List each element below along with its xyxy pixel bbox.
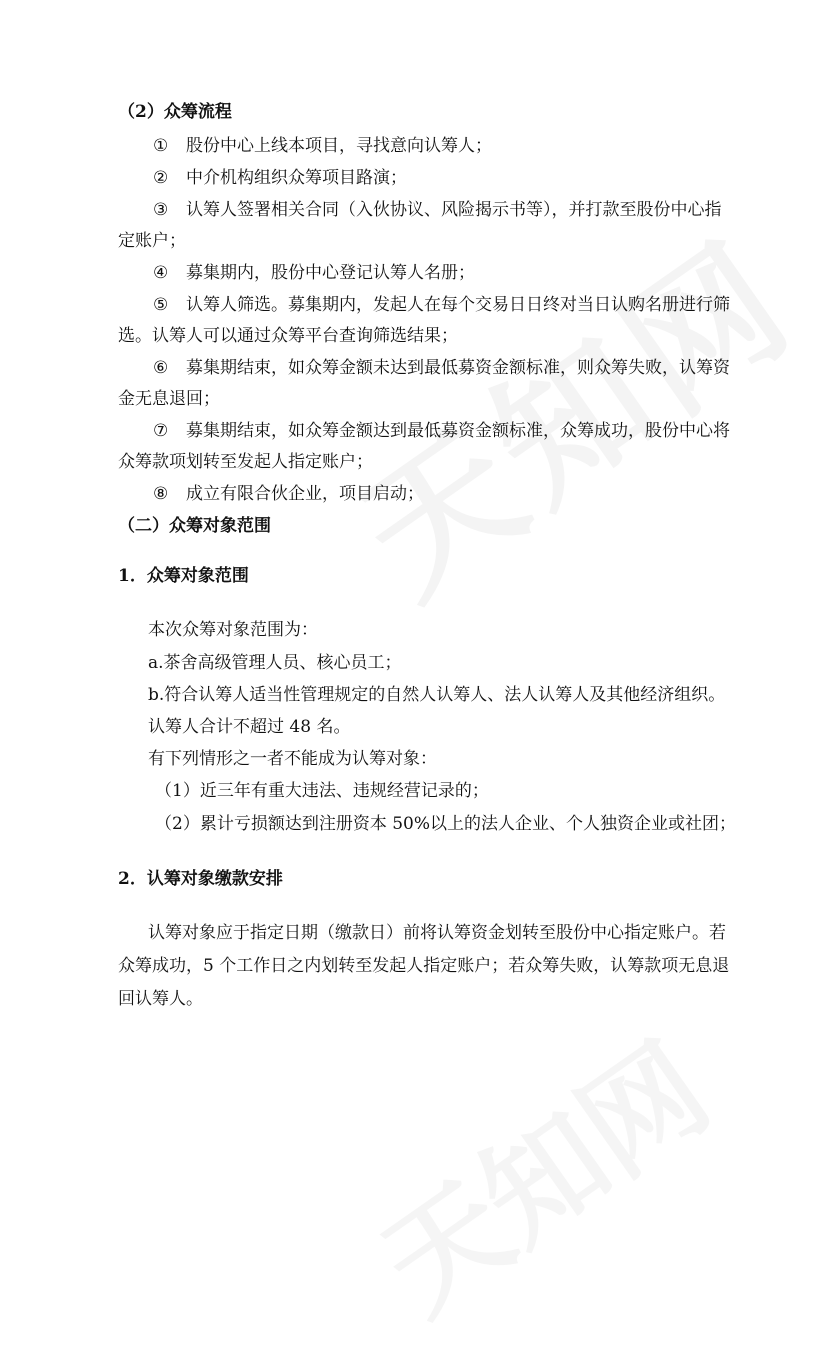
step-number: ⑤ bbox=[153, 295, 169, 315]
step-text: 认筹人筛选。募集期内，发起人在每个交易日日终对当日认购名册进行筛 bbox=[186, 295, 730, 315]
section-heading: （二）众筹对象范围 bbox=[118, 516, 271, 536]
step-number: ② bbox=[153, 168, 169, 188]
exclusion-intro: 有下列情形之一者不能成为认筹对象： bbox=[148, 749, 437, 769]
step-number: ④ bbox=[153, 263, 169, 283]
watermark-bottom bbox=[343, 997, 737, 1344]
process-heading: （2）众筹流程 bbox=[118, 102, 232, 122]
scope-item-a: a.茶舍高级管理人员、核心员工； bbox=[148, 653, 402, 673]
payment-paragraph-line: 众筹成功，5 个工作日之内划转至发起人指定账户；若众筹失败，认筹款项无息退 bbox=[118, 956, 730, 976]
step-text-continued: 金无息退回； bbox=[118, 389, 220, 409]
step-text: 募集期结束，如众筹金额未达到最低募资金额标准，则众筹失败，认筹资 bbox=[186, 358, 730, 378]
step-text-continued: 众筹款项划转至发起人指定账户； bbox=[118, 452, 373, 472]
step-text: 募集期内，股份中心登记认筹人名册； bbox=[186, 263, 475, 283]
watermark bbox=[311, 182, 828, 634]
step-text: 成立有限合伙企业，项目启动； bbox=[186, 484, 424, 504]
step-text-continued: 定账户； bbox=[118, 231, 186, 251]
step-text: 中介机构组织众筹项目路演； bbox=[186, 168, 407, 188]
step-number: ⑧ bbox=[153, 484, 169, 504]
payment-paragraph-line: 回认筹人。 bbox=[118, 989, 203, 1009]
step-number: ③ bbox=[153, 200, 169, 220]
step-number: ① bbox=[153, 136, 169, 156]
step-text-continued: 选。认筹人可以通过众筹平台查询筛选结果； bbox=[118, 326, 458, 346]
step-text: 募集期结束，如众筹金额达到最低募资金额标准，众筹成功，股份中心将 bbox=[186, 421, 730, 441]
payment-paragraph-line: 认筹对象应于指定日期（缴款日）前将认筹资金划转至股份中心指定账户。若 bbox=[148, 923, 726, 943]
scope-limit: 认筹人合计不超过 48 名。 bbox=[148, 717, 351, 737]
subsection-heading-payment: 2．认筹对象缴款安排 bbox=[118, 869, 283, 889]
exclusion-item: （1）近三年有重大违法、违规经营记录的； bbox=[155, 781, 489, 801]
scope-intro: 本次众筹对象范围为： bbox=[148, 620, 318, 640]
step-text: 股份中心上线本项目，寻找意向认筹人； bbox=[186, 136, 492, 156]
step-number: ⑦ bbox=[153, 421, 169, 441]
exclusion-item: （2）累计亏损额达到注册资本 50%以上的法人企业、个人独资企业或社团； bbox=[155, 814, 737, 834]
subsection-heading-scope: 1．众筹对象范围 bbox=[118, 566, 249, 586]
step-text: 认筹人签署相关合同（入伙协议、风险揭示书等），并打款至股份中心指 bbox=[186, 200, 722, 220]
step-number: ⑥ bbox=[153, 358, 169, 378]
scope-item-b: b.符合认筹人适当性管理规定的自然人认筹人、法人认筹人及其他经济组织。 bbox=[148, 685, 726, 705]
